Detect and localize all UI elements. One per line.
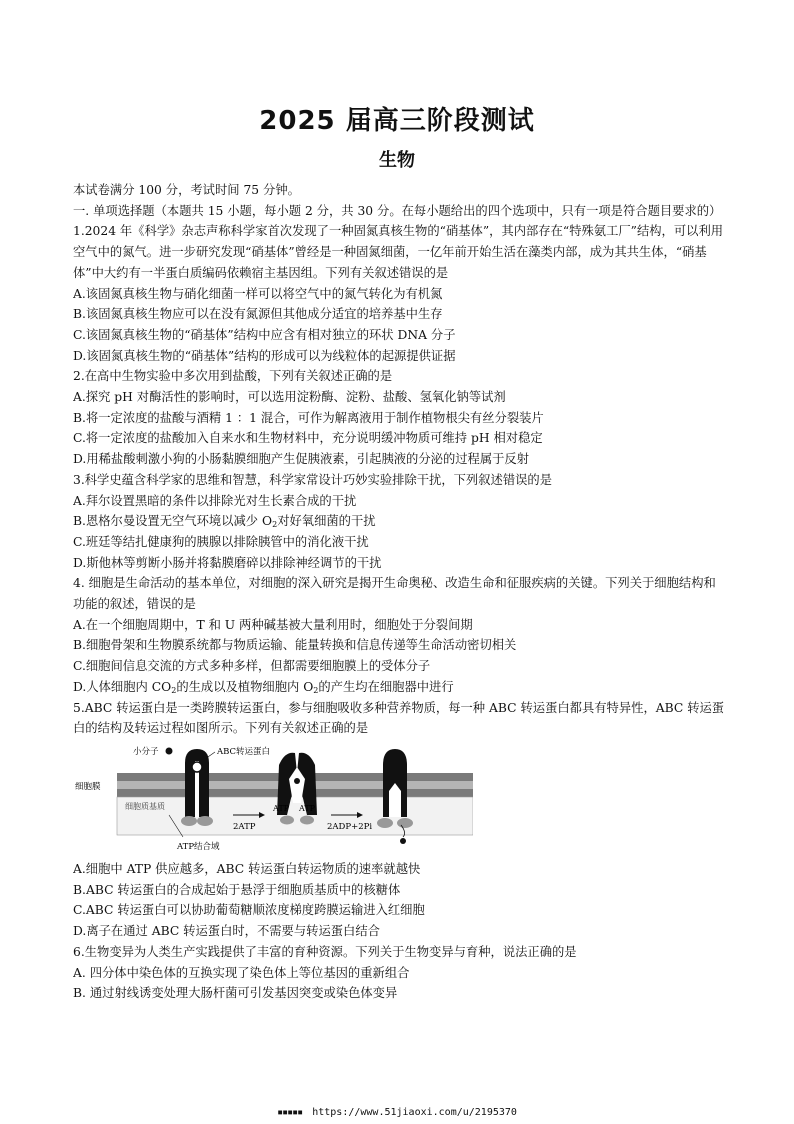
- question-4-stem: 4. 细胞是生命活动的基本单位，对细胞的深入研究是揭开生命奥秘、改造生命和征服疾病的关键。下列关于细胞结构和功能的叙述，错误的是: [73, 576, 716, 612]
- membrane-label: 细胞膜: [75, 781, 101, 792]
- q4-option-a: A.在一个细胞周期中，T 和 U 两种碱基被大量利用时，细胞处于分裂间期: [73, 617, 473, 632]
- atp-label-left: ATP: [273, 803, 290, 813]
- atp-binding-domain-right: [197, 816, 213, 826]
- bound-small-molecule: [192, 762, 202, 772]
- q3-b-subscript: 2: [272, 520, 278, 530]
- abc-transporter-closed: [181, 749, 213, 826]
- atp-domain-label: ATP结合域: [177, 841, 220, 852]
- q3-option-d: D.斯他林等剪断小肠并将黏膜磨碎以排除神经调节的干扰: [73, 555, 382, 570]
- q5-option-a: A.细胞中 ATP 供应越多，ABC 转运蛋白转运物质的速率就越快: [73, 861, 421, 876]
- question-1-stem: 1.2024 年《科学》杂志声称科学家首次发现了一种固氮真核生物的“硝基体”，其内部存在“特殊氨工厂”结构，可以利用空气中的氮气。进一步研究发现“硝基体”曾经是一种固氮细菌，一亿年前开始生活在藻类内部，成为其共生体，“硝基体”中大约有一半蛋白质编码依赖宿主基因组。下列有关叙述错误的是: [73, 224, 724, 280]
- q2-option-a: A.探究 pH 对酶活性的影响时，可以选用淀粉酶、淀粉、盐酸、氢氧化钠等试剂: [73, 390, 506, 405]
- page-footer: [0, 1107, 794, 1118]
- q2-option-d: D.用稀盐酸刺激小狗的小肠黏膜细胞产生促胰液素，引起胰液的分泌的过程属于反射: [73, 452, 530, 467]
- adp-pi-label: 2ADP+2Pi: [327, 821, 373, 832]
- q3-b-text-end: 对好氧细菌的干扰: [277, 514, 376, 529]
- q5-option-d: D.离子在通过 ABC 转运蛋白时，不需要与转运蛋白结合: [73, 924, 380, 939]
- q6-option-a: A. 四分体中染色体的互换实现了染色体上等位基因的重新组合: [73, 965, 410, 980]
- question-6-stem: 6.生物变异为人类生产实践提供了丰富的育种资源。下列关于生物变异与育种，说法正确的是: [73, 944, 577, 959]
- q2-option-c: C.将一定浓度的盐酸加入自来水和生物材料中，充分说明缓冲物质可维持 pH 相对稳定: [73, 431, 543, 446]
- q2-option-b: B.将一定浓度的盐酸与酒精 1 ：1 混合，可作为解离液用于制作植物根尖有丝分裂装片: [73, 410, 544, 425]
- transported-molecule: [294, 778, 300, 784]
- two-atp-label: 2ATP: [233, 821, 256, 832]
- abc-protein-label: ABC转运蛋白: [217, 746, 271, 757]
- question-3-stem: 3.科学史蕴含科学家的思维和智慧，科学家常设计巧妙实验排除干扰，下列叙述错误的是: [73, 472, 553, 487]
- q3-option-c: C.班廷等结扎健康狗的胰腺以排除胰管中的消化液干扰: [73, 534, 369, 549]
- atp-binding-domain-left: [377, 818, 393, 828]
- footer-logo: ▪▪▪▪▪: [277, 1107, 303, 1118]
- q5-option-c: C.ABC 转运蛋白可以协助葡萄糖顺浓度梯度跨膜运输进入红细胞: [73, 903, 425, 918]
- atp-binding-domain-left: [181, 816, 197, 826]
- q4-option-b: B.细胞骨架和生物膜系统都与物质运输、能量转换和信息传递等生命活动密切相关: [73, 638, 517, 653]
- q3-option-b: [73, 511, 725, 532]
- question-2-stem: 2.在高中生物实验中多次用到盐酸，下列有关叙述正确的是: [73, 369, 393, 384]
- atp-binding-domain-right: [300, 815, 314, 824]
- abc-transporter-figure: [73, 743, 473, 853]
- q4-d-subscript-2: 2: [313, 685, 319, 695]
- atp-label-right: ATP: [299, 803, 316, 813]
- exam-title: 2025 届高三阶段测试: [259, 106, 535, 136]
- released-molecule: [400, 838, 406, 844]
- exam-intro: 本试卷满分 100 分，考试时间 75 分钟。: [73, 183, 300, 197]
- q1-option-d: D.该固氮真核生物的“硝基体”结构的形成可以为线粒体的起源提供证据: [73, 348, 456, 363]
- q1-option-a: A.该固氮真核生物与硝化细菌一样可以将空气中的氮气转化为有机氮: [73, 286, 443, 301]
- q4-d-text: D.人体细胞内 CO: [73, 679, 172, 694]
- abc-transporter-diagram: [73, 743, 473, 853]
- q1-option-c: C.该固氮真核生物的“硝基体”结构中应含有相对独立的环状 DNA 分子: [73, 327, 456, 342]
- small-molecule-outside: [166, 747, 173, 754]
- q3-option-a: A.拜尔设置黑暗的条件以排除光对生长素合成的干扰: [73, 493, 357, 508]
- q4-d-text-mid: 的生成以及植物细胞内 O: [176, 679, 314, 694]
- exam-content: [73, 180, 725, 1004]
- footer-url-link[interactable]: https://www.51jiaoxi.com/u/2195370: [312, 1107, 517, 1118]
- q4-option-c: C.细胞间信息交流的方式多种多样，但都需要细胞膜上的受体分子: [73, 659, 431, 674]
- cytoplasm-label: 细胞质基质: [125, 801, 165, 811]
- subject-title: 生物: [379, 150, 415, 171]
- q4-d-subscript-1: 2: [171, 685, 177, 695]
- q5-option-b: B.ABC 转运蛋白的合成起始于悬浮于细胞质基质中的核糖体: [73, 882, 401, 897]
- section-header: 一. 单项选择题（本题共 15 小题，每小题 2 分，共 30 分。在每小题给出的四个选项中，只有一项是符合题目要求的）: [73, 203, 722, 218]
- atp-binding-domain-left: [280, 815, 294, 824]
- q4-d-text-end: 的产生均在细胞器中进行: [318, 679, 454, 694]
- atp-binding-domain-right: [397, 818, 413, 828]
- q1-option-b: B.该固氮真核生物应可以在没有氮源但其他成分适宜的培养基中生存: [73, 307, 443, 322]
- q3-b-text: B.恩格尔曼设置无空气环境以减少 O: [73, 514, 273, 529]
- q6-option-b: B. 通过射线诱变处理大肠杆菌可引发基因突变或染色体变异: [73, 986, 398, 1001]
- small-molecule-label: 小分子: [133, 746, 159, 757]
- q4-option-d: [73, 677, 725, 698]
- question-5-stem: 5.ABC 转运蛋白是一类跨膜转运蛋白，参与细胞吸收多种营养物质，每一种 ABC 转运蛋白都具有特异性，ABC 转运蛋白的结构及转运过程如图所示。下列有关叙述正确的是: [73, 700, 725, 736]
